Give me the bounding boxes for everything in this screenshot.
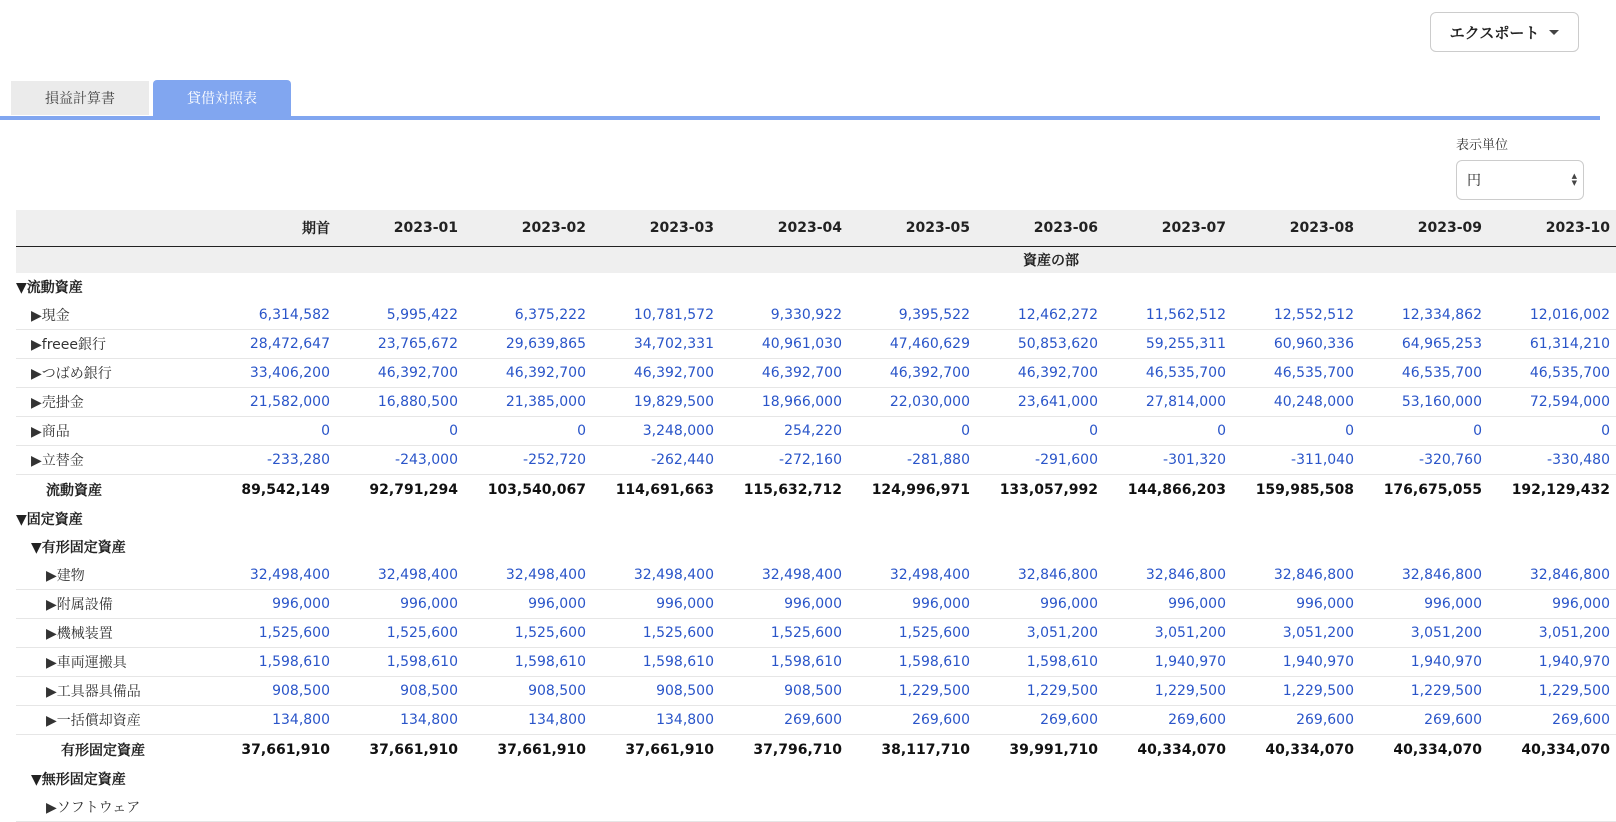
account-value[interactable]: 40,961,030	[720, 330, 848, 359]
account-value[interactable]: 3,051,200	[1232, 619, 1360, 648]
account-value[interactable]: 6,375,222	[464, 301, 592, 330]
account-label[interactable]: ▶工具器具備品	[16, 677, 208, 706]
account-value[interactable]: 3,248,000	[592, 417, 720, 446]
account-value[interactable]: -262,440	[592, 446, 720, 475]
account-value[interactable]: 12,334,862	[1360, 301, 1488, 330]
subtotal-value: 114,691,663	[592, 475, 720, 506]
account-value[interactable]: 12,016,002	[1488, 301, 1616, 330]
account-value[interactable]: -281,880	[848, 446, 976, 475]
unit-select[interactable]	[1456, 160, 1584, 200]
account-value[interactable]: 32,498,400	[848, 561, 976, 590]
account-value[interactable]: 46,392,700	[720, 359, 848, 388]
section-title: 資産の部	[16, 247, 1616, 274]
account-row[interactable]	[16, 706, 1616, 735]
subtotal-label: 流動資産	[16, 475, 208, 506]
account-value[interactable]: 1,598,610	[592, 648, 720, 677]
account-value[interactable]: 1,598,610	[464, 648, 592, 677]
account-value[interactable]: 908,500	[336, 677, 464, 706]
account-value[interactable]: 3,051,200	[976, 619, 1104, 648]
account-value[interactable]: 996,000	[848, 590, 976, 619]
account-label[interactable]: ▶商品	[16, 417, 208, 446]
account-value[interactable]: 46,392,700	[976, 359, 1104, 388]
account-value[interactable]: 908,500	[464, 677, 592, 706]
group-toggle[interactable]: ▼有形固定資産	[31, 540, 126, 556]
account-value[interactable]: 1,940,970	[1360, 648, 1488, 677]
account-value[interactable]: 21,582,000	[208, 388, 336, 417]
period-header: 2023-10	[1488, 210, 1616, 247]
account-value[interactable]: 46,535,700	[1104, 359, 1232, 388]
account-value[interactable]: 10,781,572	[592, 301, 720, 330]
account-value[interactable]: 996,000	[720, 590, 848, 619]
account-value[interactable]: 27,814,000	[1104, 388, 1232, 417]
account-value[interactable]: 23,641,000	[976, 388, 1104, 417]
export-button[interactable]	[1430, 12, 1579, 52]
account-value[interactable]: 1,525,600	[848, 619, 976, 648]
group-row[interactable]	[16, 533, 1616, 561]
account-value[interactable]: 59,255,311	[1104, 330, 1232, 359]
group-toggle[interactable]: ▼無形固定資産	[31, 772, 126, 788]
account-value[interactable]: 23,765,672	[336, 330, 464, 359]
account-value[interactable]: 1,598,610	[848, 648, 976, 677]
period-header: 2023-03	[592, 210, 720, 247]
account-label[interactable]: ▶車両運搬具	[16, 648, 208, 677]
account-value[interactable]: 269,600	[1104, 706, 1232, 735]
period-header: 2023-06	[976, 210, 1104, 247]
account-value[interactable]: 53,160,000	[1360, 388, 1488, 417]
account-value[interactable]: 1,940,970	[1104, 648, 1232, 677]
subtotal-value: 40,334,070	[1232, 735, 1360, 766]
account-value[interactable]: 134,800	[336, 706, 464, 735]
account-label[interactable]: ▶立替金	[16, 446, 208, 475]
account-value[interactable]: -291,600	[976, 446, 1104, 475]
account-value[interactable]: 908,500	[720, 677, 848, 706]
account-value[interactable]: 269,600	[1232, 706, 1360, 735]
period-header: 2023-04	[720, 210, 848, 247]
account-value[interactable]: -311,040	[1232, 446, 1360, 475]
account-value[interactable]: 1,229,500	[1360, 677, 1488, 706]
account-value[interactable]: -320,760	[1360, 446, 1488, 475]
period-header: 2023-07	[1104, 210, 1232, 247]
tab-underline	[0, 116, 1600, 120]
account-row[interactable]	[16, 301, 1616, 330]
account-value[interactable]: 134,800	[592, 706, 720, 735]
subtotal-value: 38,117,710	[848, 735, 976, 766]
subtotal-value: 40,334,070	[1360, 735, 1488, 766]
subtotal-value: 144,866,203	[1104, 475, 1232, 506]
account-value[interactable]: 996,000	[1488, 590, 1616, 619]
account-value[interactable]: 40,248,000	[1232, 388, 1360, 417]
account-value[interactable]: 996,000	[1104, 590, 1232, 619]
account-value[interactable]: 0	[1360, 417, 1488, 446]
period-header: 2023-05	[848, 210, 976, 247]
account-value[interactable]: 32,846,800	[1488, 561, 1616, 590]
account-value[interactable]: -233,280	[208, 446, 336, 475]
header-label-cell	[16, 210, 208, 247]
subtotal-value: 115,632,712	[720, 475, 848, 506]
section-row	[16, 247, 1616, 274]
period-header: 2023-01	[336, 210, 464, 247]
account-value[interactable]: 1,598,610	[976, 648, 1104, 677]
subtotal-value: 40,334,070	[1488, 735, 1616, 766]
group-row[interactable]	[16, 273, 1616, 301]
subtotal-value: 103,540,067	[464, 475, 592, 506]
account-value[interactable]: 1,525,600	[208, 619, 336, 648]
account-value[interactable]: 22,030,000	[848, 388, 976, 417]
account-value[interactable]: 996,000	[1360, 590, 1488, 619]
subtotal-row	[16, 475, 1616, 506]
account-value[interactable]: 47,460,629	[848, 330, 976, 359]
account-label[interactable]: ▶売掛金	[16, 388, 208, 417]
account-value[interactable]: 0	[1232, 417, 1360, 446]
account-value[interactable]: 996,000	[336, 590, 464, 619]
account-value[interactable]: 12,552,512	[1232, 301, 1360, 330]
account-value[interactable]: -330,480	[1488, 446, 1616, 475]
account-value[interactable]: 32,498,400	[464, 561, 592, 590]
group-row[interactable]	[16, 765, 1616, 793]
account-row[interactable]	[16, 793, 1616, 822]
subtotal-value: 37,661,910	[464, 735, 592, 766]
account-value[interactable]: 0	[464, 417, 592, 446]
tab-balance-sheet[interactable]: 貸借対照表	[153, 80, 291, 116]
group-toggle[interactable]: ▼流動資産	[16, 280, 83, 296]
account-value[interactable]: -252,720	[464, 446, 592, 475]
account-value[interactable]: -301,320	[1104, 446, 1232, 475]
table-header-row	[16, 210, 1616, 247]
account-value[interactable]: 1,229,500	[1488, 677, 1616, 706]
account-value[interactable]: 46,535,700	[1360, 359, 1488, 388]
account-row[interactable]	[16, 359, 1616, 388]
account-value[interactable]: 1,940,970	[1488, 648, 1616, 677]
account-value[interactable]: 28,472,647	[208, 330, 336, 359]
account-value[interactable]: 34,702,331	[592, 330, 720, 359]
account-value[interactable]: 996,000	[464, 590, 592, 619]
account-value[interactable]: 1,525,600	[336, 619, 464, 648]
subtotal-value: 39,991,710	[976, 735, 1104, 766]
account-value[interactable]: 9,395,522	[848, 301, 976, 330]
account-value[interactable]: 9,330,922	[720, 301, 848, 330]
account-value[interactable]: 1,229,500	[848, 677, 976, 706]
account-value[interactable]: 60,960,336	[1232, 330, 1360, 359]
subtotal-label: 有形固定資産	[16, 735, 208, 766]
unit-select-value: 円	[1467, 173, 1481, 189]
account-value[interactable]: 46,535,700	[1488, 359, 1616, 388]
account-value[interactable]: 908,500	[208, 677, 336, 706]
account-value[interactable]: 46,392,700	[464, 359, 592, 388]
period-header: 期首	[208, 210, 336, 247]
subtotal-value: 40,334,070	[1104, 735, 1232, 766]
account-label[interactable]: ▶機械装置	[16, 619, 208, 648]
account-value[interactable]: 996,000	[976, 590, 1104, 619]
account-value[interactable]: -272,160	[720, 446, 848, 475]
account-label[interactable]: ▶freee銀行	[16, 330, 208, 359]
account-value[interactable]: 16,880,500	[336, 388, 464, 417]
account-value[interactable]: 134,800	[464, 706, 592, 735]
account-row[interactable]	[16, 561, 1616, 590]
account-value[interactable]: 1,525,600	[464, 619, 592, 648]
account-value[interactable]: 32,846,800	[1232, 561, 1360, 590]
account-value[interactable]: 46,392,700	[336, 359, 464, 388]
account-value[interactable]: 134,800	[208, 706, 336, 735]
account-value[interactable]: 0	[848, 417, 976, 446]
subtotal-row	[16, 735, 1616, 766]
subtotal-value: 133,057,992	[976, 475, 1104, 506]
subtotal-value: 92,791,294	[336, 475, 464, 506]
account-value[interactable]: 5,995,422	[336, 301, 464, 330]
account-value[interactable]: 1,525,600	[720, 619, 848, 648]
account-value[interactable]: 19,829,500	[592, 388, 720, 417]
account-value[interactable]: 32,498,400	[720, 561, 848, 590]
balance-sheet-table	[16, 210, 1610, 816]
account-label[interactable]: ▶一括償却資産	[16, 706, 208, 735]
account-value[interactable]: 6,314,582	[208, 301, 336, 330]
account-value[interactable]: 0	[336, 417, 464, 446]
account-value[interactable]: 269,600	[976, 706, 1104, 735]
account-value[interactable]: 908,500	[592, 677, 720, 706]
account-value[interactable]: 269,600	[848, 706, 976, 735]
subtotal-value: 37,661,910	[208, 735, 336, 766]
account-value[interactable]: 1,229,500	[1232, 677, 1360, 706]
account-value[interactable]: 32,846,800	[1104, 561, 1232, 590]
account-row[interactable]	[16, 330, 1616, 359]
account-value[interactable]: -243,000	[336, 446, 464, 475]
account-row[interactable]	[16, 677, 1616, 706]
account-label[interactable]: ▶建物	[16, 561, 208, 590]
subtotal-value: 37,661,910	[336, 735, 464, 766]
account-row[interactable]	[16, 619, 1616, 648]
account-value[interactable]: 33,406,200	[208, 359, 336, 388]
account-value[interactable]: 29,639,865	[464, 330, 592, 359]
account-value[interactable]: 1,229,500	[1104, 677, 1232, 706]
account-label[interactable]: ▶現金	[16, 301, 208, 330]
account-value[interactable]: 0	[208, 417, 336, 446]
account-value[interactable]: 996,000	[592, 590, 720, 619]
account-value[interactable]: 254,220	[720, 417, 848, 446]
account-label[interactable]: ▶附属設備	[16, 590, 208, 619]
period-header: 2023-08	[1232, 210, 1360, 247]
subtotal-value: 124,996,971	[848, 475, 976, 506]
account-value[interactable]: 32,846,800	[1360, 561, 1488, 590]
account-value[interactable]: 1,598,610	[720, 648, 848, 677]
period-header: 2023-09	[1360, 210, 1488, 247]
account-value[interactable]: 32,498,400	[208, 561, 336, 590]
account-value[interactable]: 1,940,970	[1232, 648, 1360, 677]
account-value[interactable]: 269,600	[720, 706, 848, 735]
account-value[interactable]: 46,392,700	[592, 359, 720, 388]
account-value[interactable]: 996,000	[208, 590, 336, 619]
tab-profit-loss[interactable]: 損益計算書	[11, 81, 149, 115]
account-value[interactable]: 269,600	[1360, 706, 1488, 735]
account-value[interactable]: 12,462,272	[976, 301, 1104, 330]
account-label[interactable]: ▶ソフトウェア	[16, 793, 1616, 822]
report-tabs	[0, 80, 1600, 120]
account-value[interactable]: 3,051,200	[1360, 619, 1488, 648]
account-row[interactable]	[16, 417, 1616, 446]
account-value[interactable]: 0	[1488, 417, 1616, 446]
account-row[interactable]	[16, 388, 1616, 417]
account-row[interactable]	[16, 446, 1616, 475]
account-value[interactable]: 61,314,210	[1488, 330, 1616, 359]
subtotal-value: 37,661,910	[592, 735, 720, 766]
period-header: 2023-02	[464, 210, 592, 247]
account-row[interactable]	[16, 648, 1616, 677]
account-value[interactable]: 1,598,610	[336, 648, 464, 677]
account-value[interactable]: 32,498,400	[592, 561, 720, 590]
account-value[interactable]: 32,846,800	[976, 561, 1104, 590]
account-row[interactable]	[16, 590, 1616, 619]
account-value[interactable]: 996,000	[1232, 590, 1360, 619]
subtotal-value: 192,129,432	[1488, 475, 1616, 506]
unit-label: 表示単位	[1456, 138, 1509, 153]
account-label[interactable]: ▶つばめ銀行	[16, 359, 208, 388]
account-value[interactable]: 72,594,000	[1488, 388, 1616, 417]
account-value[interactable]: 0	[1104, 417, 1232, 446]
account-value[interactable]: 21,385,000	[464, 388, 592, 417]
account-value[interactable]: 46,535,700	[1232, 359, 1360, 388]
account-value[interactable]: 1,598,610	[208, 648, 336, 677]
account-value[interactable]: 1,525,600	[592, 619, 720, 648]
export-button-label: エクスポート	[1449, 23, 1540, 42]
account-value[interactable]: 32,498,400	[336, 561, 464, 590]
account-value[interactable]: 269,600	[1488, 706, 1616, 735]
account-value[interactable]: 50,853,620	[976, 330, 1104, 359]
caret-down-icon	[1549, 30, 1559, 35]
account-value[interactable]: 3,051,200	[1488, 619, 1616, 648]
subtotal-value: 159,985,508	[1232, 475, 1360, 506]
subtotal-value: 176,675,055	[1360, 475, 1488, 506]
subtotal-value: 89,542,149	[208, 475, 336, 506]
group-row[interactable]	[16, 505, 1616, 533]
account-value[interactable]: 64,965,253	[1360, 330, 1488, 359]
group-toggle[interactable]: ▼固定資産	[16, 512, 83, 528]
account-value[interactable]: 18,966,000	[720, 388, 848, 417]
account-value[interactable]: 1,229,500	[976, 677, 1104, 706]
account-value[interactable]: 0	[976, 417, 1104, 446]
account-value[interactable]: 46,392,700	[848, 359, 976, 388]
account-value[interactable]: 3,051,200	[1104, 619, 1232, 648]
subtotal-value: 37,796,710	[720, 735, 848, 766]
account-value[interactable]: 11,562,512	[1104, 301, 1232, 330]
select-arrows-icon: ▲ ▼	[1571, 172, 1577, 187]
